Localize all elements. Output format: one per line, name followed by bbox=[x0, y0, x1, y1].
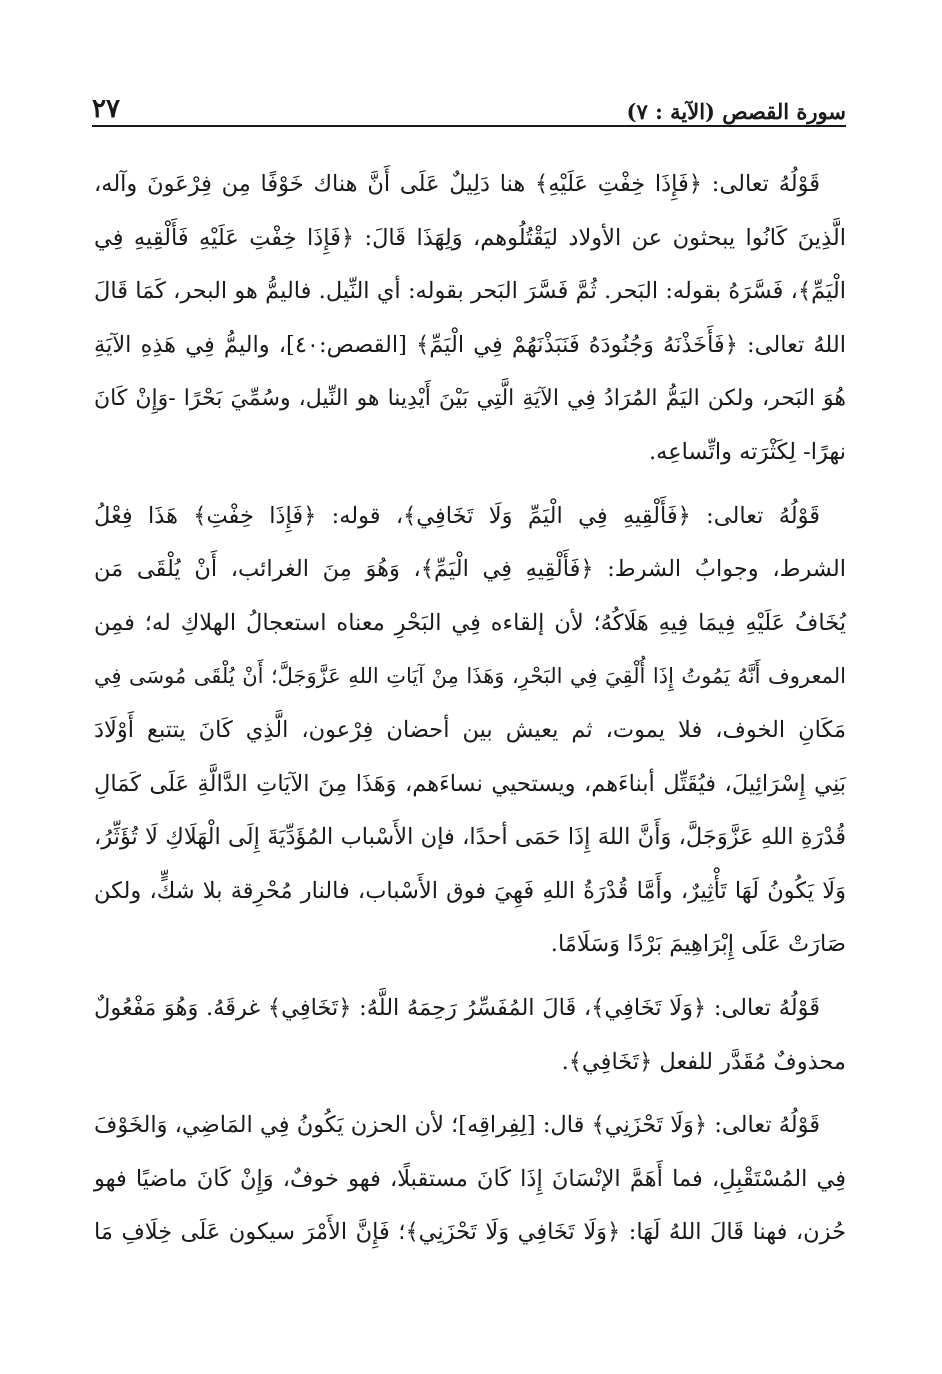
text-line: وَلَا يَكُونُ لَهَا تَأْثِيرٌ، وأَمَّا قُدْرَةُ اللهِ فَهِيَ فوق الأَسْباب، فالنار مُحْرِقة بلا شكٍّ، ولكن bbox=[94, 877, 846, 904]
header-rule bbox=[92, 125, 846, 127]
text-line: مَكَانِ الخوف، فلا يموت، ثم يعيش بين أحضان فِرْعون، الَّذِي كَانَ يتتبع أَوْلَادَ bbox=[94, 716, 846, 743]
text-line: الَّذِينَ كَانُوا يبحثون عن الأولاد ليَقْتُلُوهم، وَلِهَذَا قَالَ: ﴿فَإِذَا خِفْتِ عَلَيْهِ فَأَلْقِيهِ فِي bbox=[94, 224, 846, 251]
paragraph bbox=[94, 982, 846, 1089]
paragraph bbox=[94, 1099, 846, 1260]
running-title: سورة القصص (الآية : ٧) bbox=[626, 99, 846, 124]
text-line: فِي المُسْتَقْبِلِ، فما أَهَمَّ الإنْسَانَ إِذَا كَانَ مستقبلًا، فهو خوفٌ، وَإِنْ كَانَ ماضيًا فهو bbox=[94, 1165, 846, 1192]
text-line: الْيَمِّ﴾، فَسَّرَهُ بقوله: البَحر. ثُمَّ فَسَّرَ البَحر بقوله: أي النِّيل. فاليمُّ هو البحر، كَمَا قَالَ bbox=[94, 278, 846, 305]
text-line: صَارَتْ عَلَى إِبْرَاهِيمَ بَرْدًا وَسَلَامًا. bbox=[550, 931, 846, 958]
text-line: قَوْلُهُ تعالى: ﴿وَلَا تَخَافِي﴾، قَالَ المُفَسِّرُ رَحِمَهُ اللَّهُ: ﴿تَخَافِي﴾ غرقَهُ. وَهُوَ مَفْعُولٌ bbox=[94, 994, 820, 1021]
text-line: قُدْرَةِ اللهِ عَزَّوَجَلَّ، وَأَنَّ اللهَ إِذَا حَمَى أحدًا، فإن الأَسْباب المُؤَدِّيَةَ إِلَى الْهَلَاكِ لَا تُؤَثِّرُ، bbox=[94, 824, 846, 851]
text-line: بَنِي إِسْرَائِيلَ، فيُقَتِّل أبناءَهم، ويستحيي نساءَهم، وَهَذَا مِنَ الآيَاتِ الدَّالَّةِ عَلَى كَمَالِ bbox=[94, 770, 846, 797]
text-line: يُخَافُ عَلَيْهِ فِيمَا فِيهِ هَلَاكُهُ؛ لأن إلقاءه فِي البَحْرِ معناه استعجالُ الهلاكِ له؛ فمِن bbox=[94, 609, 846, 636]
text-line: قَوْلُهُ تعالى: ﴿فَإِذَا خِفْتِ عَلَيْهِ﴾ هنا دَلِيلٌ عَلَى أَنَّ هناك خَوْفًا مِن فِرْعَونَ وآله، bbox=[94, 171, 820, 197]
page-number: ٢٧ bbox=[92, 94, 120, 124]
page-header bbox=[92, 88, 846, 124]
text-line: حُزن، فهنا قَالَ اللهُ لَهَا: ﴿وَلَا تَخَافِي وَلَا تَحْزَنِي﴾؛ فَإِنَّ الأَمْرَ سيكون عَلَى خِلَافِ مَا bbox=[94, 1219, 846, 1246]
text-line: محذوفٌ مُقَدَّر للفعل ﴿تَخَافِي﴾. bbox=[561, 1048, 846, 1075]
paragraph bbox=[94, 490, 846, 972]
page-body bbox=[94, 158, 846, 1260]
text-line: هُوَ البَحر، ولكن اليَمُّ المُرَادُ فِي الآيَةِ الَّتِي بَيْنَ أَيْدِينا هو النِّيل، وسُمِّيَ بَحْرًا -وَإِنْ كَانَ bbox=[94, 386, 846, 412]
text-line: قَوْلُهُ تعالى: ﴿فَأَلْقِيهِ فِي الْيَمِّ وَلَا تَخَافِي﴾، قوله: ﴿فَإِذَا خِفْتِ﴾ هَذَا فِعْلُ bbox=[94, 502, 820, 529]
paragraph bbox=[94, 158, 846, 480]
text-line: نهرًا- لِكَثْرَته واتِّساعِه. bbox=[649, 438, 846, 465]
text-line: الشرط، وجوابُ الشرط: ﴿فَأَلْقِيهِ فِي الْيَمِّ﴾، وَهُوَ مِنَ الغرائب، أَنْ يُلْقَى مَن bbox=[94, 556, 846, 583]
text-line: اللهُ تعالى: ﴿فَأَخَذْنَهُ وَجُنُودَهُ فَنَبَذْنَهُمْ فِي الْيَمِّ﴾ [القصص:٤٠]، واليمُّ فِي هَذِهِ الآيَةِ bbox=[94, 331, 846, 358]
text-line: قَوْلُهُ تعالى: ﴿وَلَا تَحْزَنِي﴾ قال: [لِفِراقِه]؛ لأن الحزن يَكُونُ فِي المَاضِي، وَالخَوْفَ bbox=[94, 1112, 820, 1139]
text-line: المعروف أَنَّهُ يَمُوتُ إِذَا أُلْقِيَ فِي البَحْرِ، وَهَذَا مِنْ آيَاتِ اللهِ عَزَّوَجَلَّ؛ أَنْ يُلْقَى مُوسَى فِي bbox=[94, 664, 846, 689]
